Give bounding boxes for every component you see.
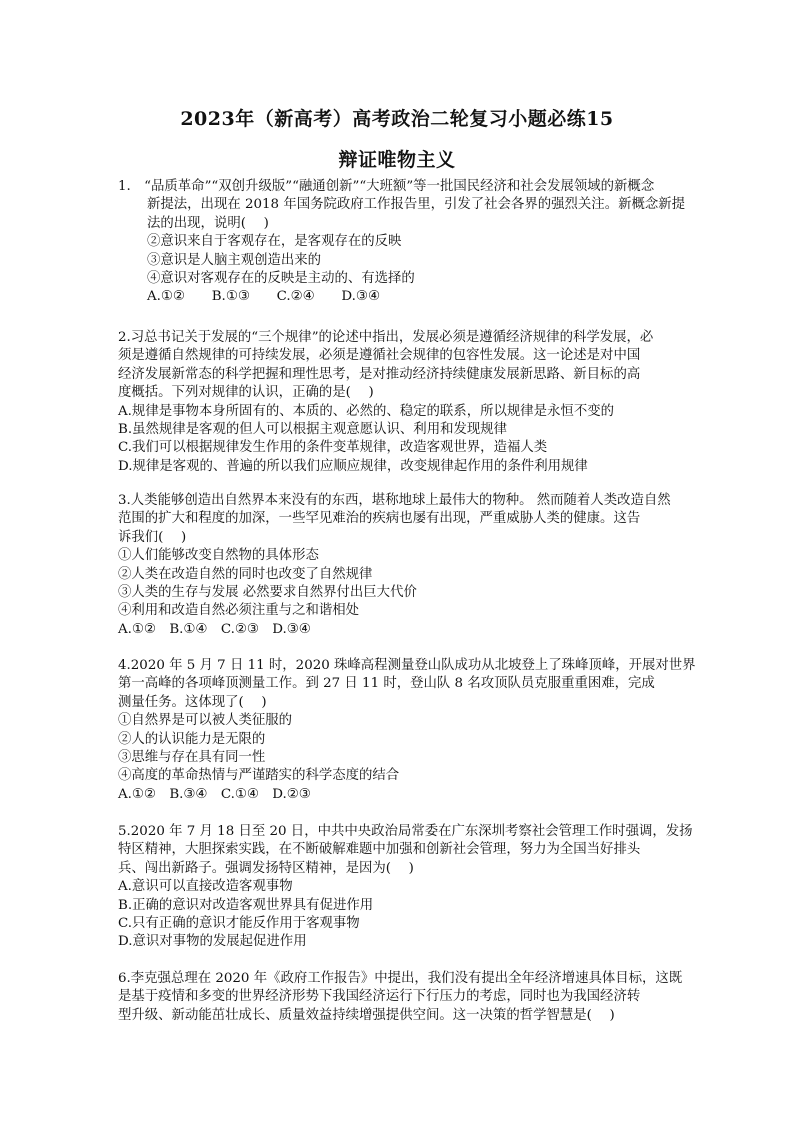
option-line: C.我们可以根据规律发生作用的条件变革规律，改造客观世界，造福人类: [118, 440, 548, 456]
question-line: 1. “品质革命”“双创升级版”“融通创新”“大班额”等一批国民经济和社会发展领域的新概念: [118, 179, 655, 194]
answer-choices: A.①② B.③④ C.①④ D.②③: [118, 786, 311, 802]
option-line: ④高度的革命热情与严谨踏实的科学态度的结合: [118, 768, 400, 784]
question-4: [118, 657, 696, 804]
question-line: 是基于疫情和多变的世界经济形势下我国经济运行下行压力的考虑，同时也为我国经济转: [118, 989, 641, 1005]
option-line: ③思维与存在具有同一性: [118, 749, 266, 765]
question-line: 4.2020 年 5 月 7 日 11 时，2020 珠峰高程测量登山队成功从北坡登上了珠峰顶峰，开展对世界: [118, 658, 696, 673]
question-5: [118, 823, 693, 952]
option-line: ②人类在改造自然的同时也改变了自然规律: [118, 566, 373, 582]
answer-choices: A.①② B.①④ C.②③ D.③④: [118, 621, 311, 637]
option-line: ④利用和改造自然必须注重与之和谐相处: [118, 603, 360, 619]
question-line: 5.2020 年 7 月 18 日至 20 日，中共中央政治局常委在广东深圳考察社会管理工作时强调，发扬: [118, 824, 693, 839]
option-line: A.规律是事物本身所固有的、本质的、必然的、稳定的联系，所以规律是永恒不变的: [118, 403, 614, 419]
answer-choices: A.①② B.①③ C.②④ D.③④: [147, 289, 380, 305]
question-line: 法的出现，说明( ): [147, 215, 269, 231]
question-line: 2.习总书记关于发展的“三个规律”的论述中指出，发展必须是遵循经济规律的科学发展，必: [118, 330, 654, 345]
option-line: B.正确的意识对改造客观世界具有促进作用: [118, 897, 374, 913]
question-3: [118, 492, 678, 639]
question-line: 3.人类能够创造出自然界本来没有的东西，堪称地球上最伟大的物种。 然而随着人类改造自然: [118, 493, 671, 508]
question-line: 6.李克强总理在 2020 年《政府工作报告》中提出，我们没有提出全年经济增速具体目标，这既: [118, 971, 683, 986]
option-line: ①自然界是可以被人类征服的: [118, 713, 293, 729]
question-line: 型升级、新动能茁壮成长、质量效益持续增强提供空间。这一决策的哲学智慧是( ): [118, 1007, 615, 1023]
document-title: 2023年（新高考）高考政治二轮复习小题必练15: [180, 108, 614, 130]
question-line: 新提法，出现在 2018 年国务院政府工作报告里，引发了社会各界的强烈关注。新概念新提: [147, 197, 686, 213]
option-line: C.只有正确的意识才能反作用于客观事物: [118, 915, 360, 931]
question-line: 度概括。下列对规律的认识，正确的是( ): [118, 385, 374, 401]
question-line: 兵、闯出新路子。强调发扬特区精神，是因为( ): [118, 860, 414, 876]
question-line: 范围的扩大和程度的加深，一些罕见难治的疾病也屡有出现，严重威胁人类的健康。这告: [118, 511, 641, 527]
option-line: ③人类的生存与发展 必然要求自然界付出巨大代价: [118, 584, 417, 600]
option-line: ②意识来自于客观存在，是客观存在的反映: [147, 234, 402, 250]
question-line: 须是遵循自然规律的可持续发展，必须是遵循社会规律的包容性发展。这一论述是对中国: [118, 348, 641, 364]
question-line: 诉我们( ): [118, 529, 187, 545]
option-line: ①人们能够改变自然物的具体形态: [118, 548, 319, 564]
question-line: 测量任务。这体现了( ): [118, 694, 267, 710]
question-line: 第一高峰的各项峰顶测量工作。到 27 日 11 时，登山队 8 名攻顶队员克服重重困难，完成: [118, 676, 655, 692]
question-line: 经济发展新常态的科学把握和理性思考，是对推动经济持续健康发展新思路、新目标的高: [118, 366, 641, 382]
question-1: [118, 178, 686, 307]
option-line: A.意识可以直接改造客观事物: [118, 879, 293, 895]
document-subtitle: 辩证唯物主义: [338, 149, 456, 171]
question-6: [118, 970, 683, 1025]
option-line: B.虽然规律是客观的但人可以根据主观意愿认识、利用和发现规律: [118, 421, 508, 437]
option-line: ④意识对客观存在的反映是主动的、有选择的: [147, 270, 415, 286]
option-line: D.规律是客观的、普遍的所以我们应顺应规律，改变规律起作用的条件利用规律: [118, 458, 588, 474]
option-line: ③意识是人脑主观创造出来的: [147, 252, 322, 268]
question-2: [118, 329, 678, 476]
option-line: ②人的认识能力是无限的: [118, 731, 266, 747]
option-line: D.意识对事物的发展起促进作用: [118, 934, 307, 950]
question-line: 特区精神，大胆探索实践，在不断破解难题中加强和创新社会管理，努力为全国当好排头: [118, 842, 641, 858]
